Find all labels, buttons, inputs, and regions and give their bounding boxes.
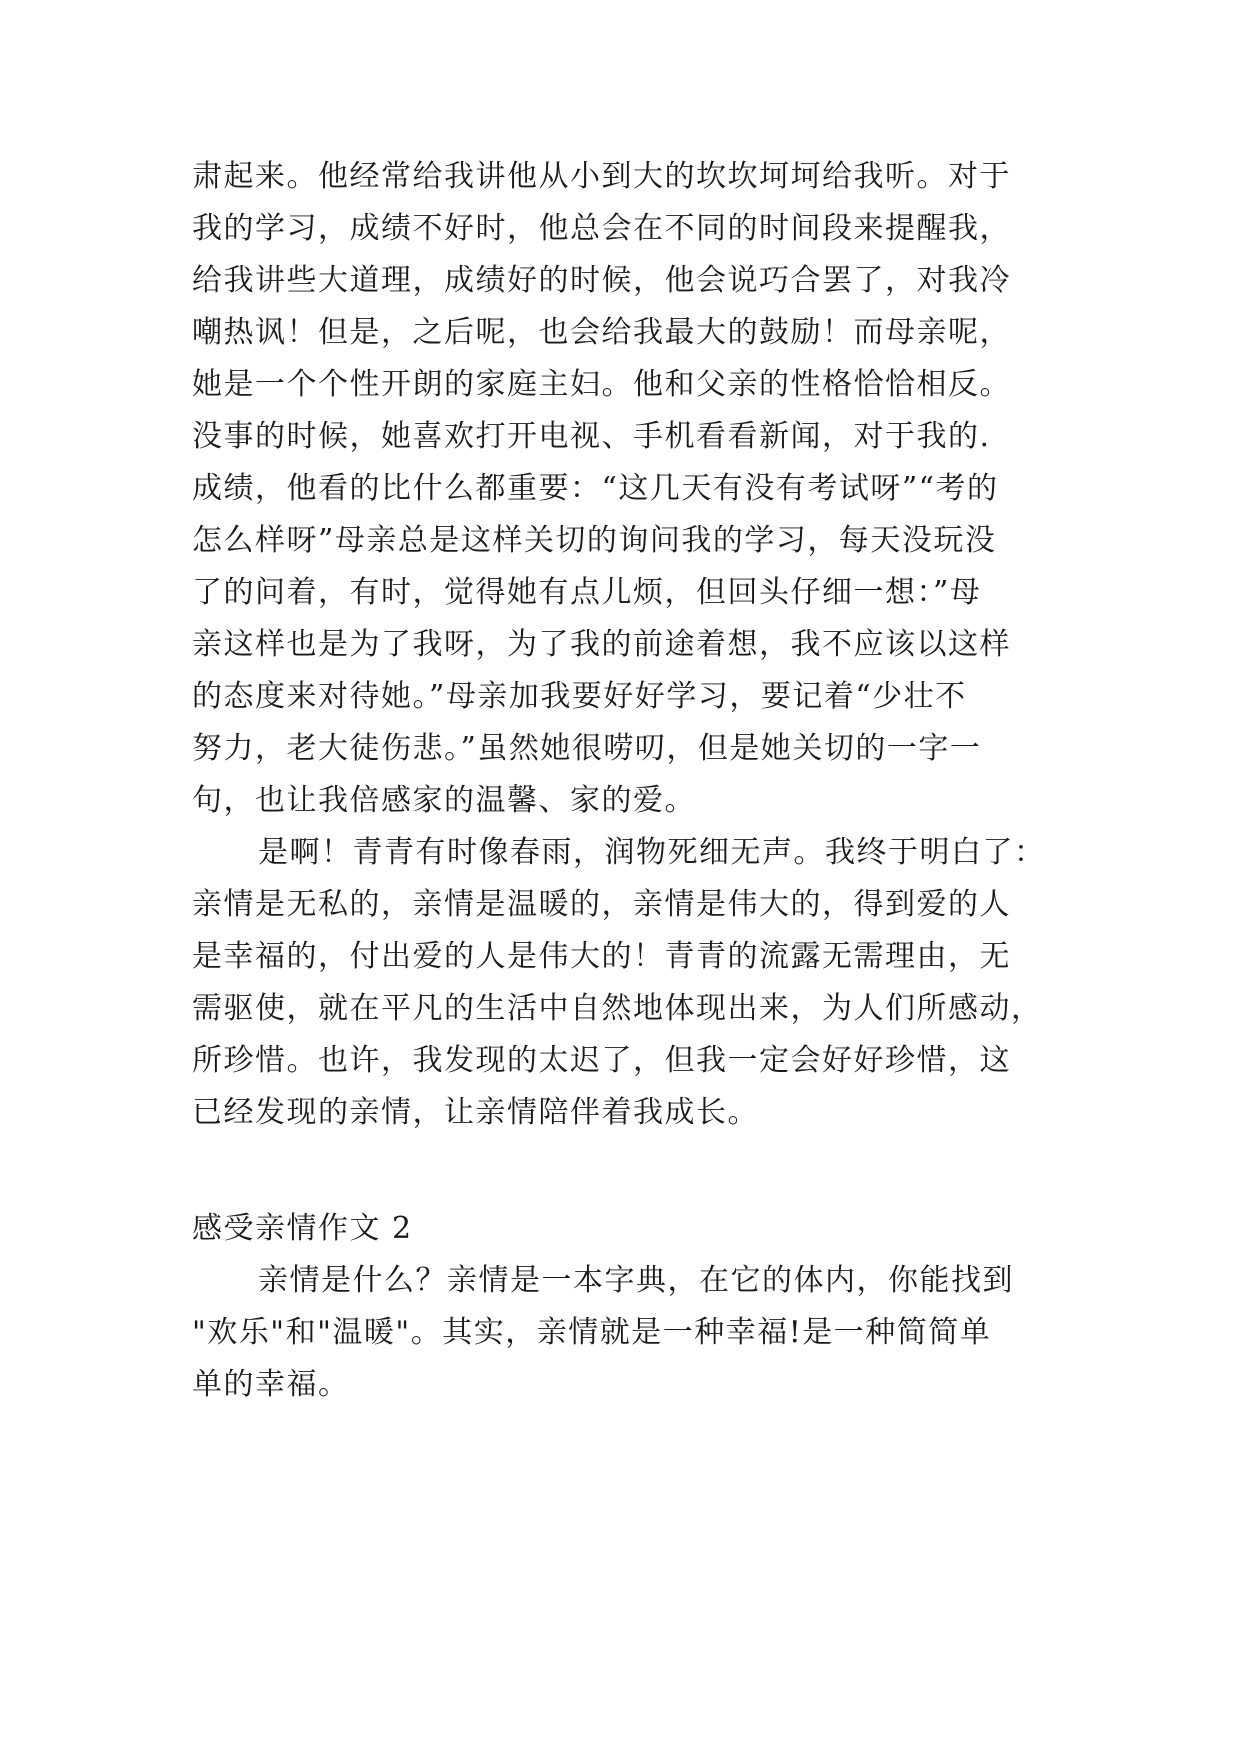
text-line: 是啊！青青有时像春雨，润物死细无声。我终于明白了： bbox=[258, 835, 1046, 870]
text-line: 没事的时候，她喜欢打开电视、手机看看新闻，对于我的. bbox=[192, 419, 991, 454]
text-line: 嘲热讽！但是，之后呢，也会给我最大的鼓励！而母亲呢， bbox=[192, 315, 1011, 350]
text-line: 单的幸福。 bbox=[192, 1367, 350, 1402]
text-line: "欢乐"和"温暖"。其实，亲情就是一种幸福!是一种简简单 bbox=[192, 1315, 992, 1350]
text-line: 亲这样也是为了我呀，为了我的前途着想，我不应该以这样 bbox=[192, 627, 1011, 662]
text-line: 成绩，他看的比什么都重要：“这几天有没有考试呀”“考的 bbox=[192, 471, 999, 506]
text-line: 是幸福的，付出爱的人是伟大的！青青的流露无需理由，无 bbox=[192, 939, 1011, 974]
text-line: 所珍惜。也许，我发现的太迟了，但我一定会好好珍惜，这 bbox=[192, 1043, 1011, 1078]
text-line: 的态度来对待她。”母亲加我要好好学习，要记着“少壮不 bbox=[192, 679, 967, 714]
text-line: 给我讲些大道理，成绩好的时候，他会说巧合罢了，对我冷 bbox=[192, 263, 1011, 298]
text-line: 了的问着，有时，觉得她有点儿烦，但回头仔细一想：”母 bbox=[192, 575, 982, 610]
text-line: 肃起来。他经常给我讲他从小到大的坎坎坷坷给我听。对于 bbox=[192, 159, 1011, 194]
text-line: 句，也让我倍感家的温馨、家的爱。 bbox=[192, 783, 696, 818]
text-line: 亲情是无私的，亲情是温暖的，亲情是伟大的，得到爱的人 bbox=[192, 887, 1011, 922]
text-line: 她是一个个性开朗的家庭主妇。他和父亲的性格恰恰相反。 bbox=[192, 367, 1011, 402]
text-line: 怎么样呀”母亲总是这样关切的询问我的学习，每天没玩没 bbox=[192, 523, 997, 558]
section-title: 感受亲情作文 2 bbox=[192, 1211, 413, 1246]
text-line: 已经发现的亲情，让亲情陪伴着我成长。 bbox=[192, 1095, 759, 1130]
text-line: 努力，老大徒伤悲。”虽然她很唠叨，但是她关切的一字一 bbox=[192, 731, 982, 766]
text-line: 需驱使，就在平凡的生活中自然地体现出来，为人们所感动， bbox=[192, 991, 1043, 1026]
text-line: 亲情是什么？亲情是一本字典，在它的体内，你能找到 bbox=[258, 1263, 1014, 1298]
text-line: 我的学习，成绩不好时，他总会在不同的时间段来提醒我， bbox=[192, 211, 1011, 246]
